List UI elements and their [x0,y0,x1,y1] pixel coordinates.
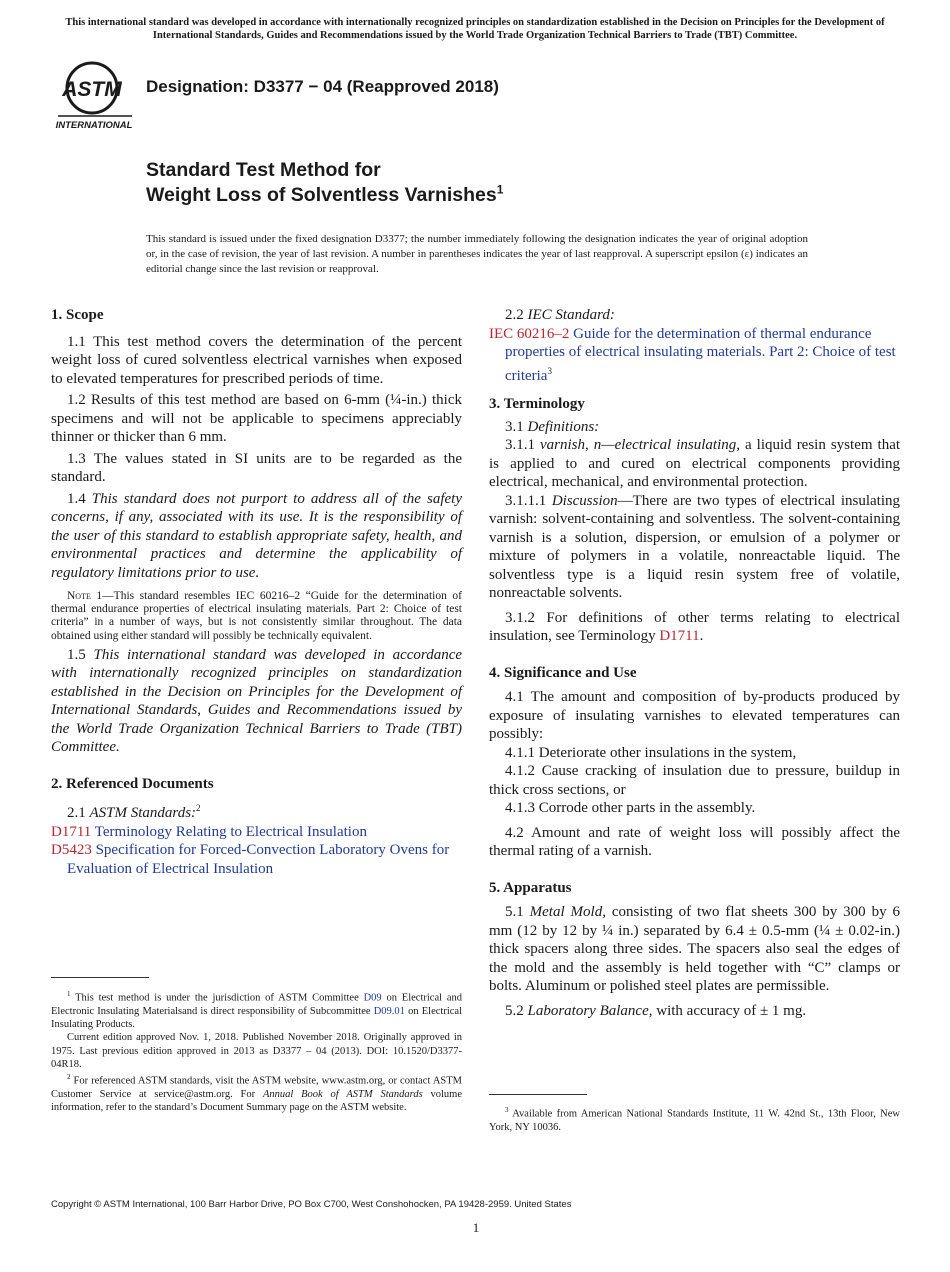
committee-link[interactable]: D09 [363,992,382,1004]
terminology-link[interactable]: D1711 [659,628,700,644]
logo-subtext: INTERNATIONAL [55,120,133,131]
left-column [51,306,462,878]
paragraph-4-1-1: 4.1.1 Deteriorate other insulations in the system, [505,744,797,761]
paragraph-3-1-number: 3.1 [505,418,528,435]
paragraph-5-2-text: with accuracy of ± 1 mg. [652,1002,807,1019]
logo-text: ASTM [62,78,122,101]
paragraph-3-1-2 [489,609,900,646]
paragraph-5-1-text: consisting of two flat sheets 300 by 300 by 6 mm (12 by 12 by ¼ in.) separated by 6.4 ± 0.5-mm (¼ ± 0.02-in.) thick spacers along three sides. The spacers also seal the edges of the mold and the assembly is held together with “C” clamps or bolts. Aluminum or polished steel plates are permissible. [489,904,900,994]
paragraph-2-2-text: IEC Standard: [527,307,615,323]
subcommittee-link[interactable]: D09.01 [373,1005,405,1017]
paragraph-4-2: 4.2 Amount and rate of weight loss will possibly affect the thermal rating of a varnish. [489,824,900,859]
paragraph-3-1-1-1-text: —There are two types of electrical insulating varnish: solvent-containing and solventless. The solvent-containing varnish is a solution, dispersion, or emulsion of a polymer or mixture of polymers in a volatile, nonreactable liquid. The solventless type is a liquid resin system free of volatile, nonreactable solvents. [489,492,901,601]
paragraph-1-5 [51,646,462,757]
copyright-notice: Copyright © ASTM International, 100 Barr Harbor Drive, PO Box C700, West Conshohocken, PA 19428-2959. United States [51,1199,572,1210]
footnote-2-text-b: volume information, refer to the standard’s Document Summary page on the ASTM website. [51,1089,462,1114]
footnote-1-text-a: This test method is under the jurisdiction of ASTM Committee [70,992,364,1004]
right-column [489,306,900,1020]
paragraph-1-4-text: This standard does not purport to address all of the safety concerns, if any, associated with its use. It is the responsibility of the user of this standard to establish appropriate safety, health, and environmental practices and determine the applicability of regulatory limitations prior to use. [51,490,462,581]
section-heading-apparatus: 5. Apparatus [489,879,572,896]
paragraph-3-1-2-text: 3.1.2 For definitions of other terms relating to electrical insulation, see Terminology [489,609,900,644]
paragraph-3-1-1-1 [489,492,900,603]
footnote-1-text-c: on Electrical Insulating Products. [51,1005,462,1031]
footnote-2-mark: 2 [67,1073,71,1082]
footnote-divider [51,977,149,978]
reference-title[interactable]: Guide for the determination of thermal endurance properties of electrical insulating materials. Part 2: Choice of test criteria [505,325,896,384]
section-heading-referenced-documents: 2. Referenced Documents [51,775,214,792]
title-line-2 [146,183,503,208]
apparatus-term: Metal Mold, [529,904,606,920]
paragraph-3-1-text: Definitions: [527,418,600,435]
section-heading-significance: 4. Significance and Use [489,664,637,681]
paragraph-1-3: 1.3 The values stated in SI units are to be regarded as the standard. [51,450,462,485]
reference-title[interactable]: Terminology Relating to Electrical Insulation [91,823,367,840]
section-heading-scope: 1. Scope [51,307,104,323]
note-label: Note [67,590,91,602]
note-1 [51,590,462,643]
paragraph-1-2: 1.2 Results of this test method are based on 6-mm (¼-in.) thick specimens and will not be applicable to specimens appreciably thinner or thicker than 6 mm. [51,392,462,445]
title-line-2-text: Weight Loss of Solventless Varnishes [146,184,497,206]
footnote-3-mark: 3 [505,1106,509,1114]
astm-logo-icon [54,60,134,132]
designation: Designation: D3377 − 04 (Reapproved 2018) [146,77,499,96]
astm-logo [54,60,134,132]
paragraph-3-1 [489,418,900,437]
reference-iec-60216-2[interactable] [489,325,900,386]
paragraph-3-1-1-text: a liquid resin system that is applied to and cured on electrical components providing electrical, mechanical, and environmental protection. [489,437,901,490]
title-line-1: Standard Test Method for [146,159,381,181]
reference-footnote-mark: 3 [547,365,552,376]
footnote-2-text-a: For referenced ASTM standards, visit the ASTM website, www.astm.org, or contact ASTM Customer Service at service@astm.org. For [51,1075,462,1101]
paragraph-5-2 [489,1002,900,1021]
reference-code[interactable]: IEC 60216–2 [489,325,570,342]
footnote-1 [51,988,462,1031]
paragraph-2-1-number: 2.1 [67,805,90,822]
apparatus-term: Laboratory Balance, [527,1002,653,1019]
paragraph-2-1-footnote-mark: 2 [196,803,201,814]
paragraph-1-5-text: This international standard was developed in accordance with internationally recognized principles on standardization established in the Decision on Principles for the Development of International Standards, Guides and Recommendations issued by the World Trade Organization Technical Barriers to Trade (TBT) Committee. [51,646,463,756]
paragraph-1-4-number: 1.4 [67,490,92,507]
issued-statement: This standard is issued under the fixed designation D3377; the number immediately following the designation indicates the year of original adoption or, in the case of revision, the year of last revision. A number in parentheses indicates the year of last reapproval. A superscript epsilon (ε) indicates an editorial change since the last revision or reapproval. [146,233,808,275]
paragraph-5-1-number: 5.1 [505,904,530,920]
paragraph-3-1-1-number: 3.1.1 [505,437,541,453]
discussion-label: Discussion [551,492,618,509]
page-number: 1 [472,1220,480,1235]
paragraph-3-1-1-1-number: 3.1.1.1 [505,492,552,509]
paragraph-5-1 [489,903,900,996]
paragraph-1-1: 1.1 This test method covers the determination of the percent weight loss of cured solventless electrical varnishes when exposed to elevated temperatures for prescribed periods of time. [51,333,462,387]
paragraph-4-1-3: 4.1.3 Corrode other parts in the assembly. [505,800,756,816]
paragraph-2-1 [51,799,462,823]
footnote-divider [489,1094,587,1095]
footnote-1-edition: Current edition approved Nov. 1, 2018. Published November 2018. Originally approved in 1975. Last previous edition approved in 2013 as D3377 – 04 (2013). DOI: 10.1520/D3377-04R18. [51,1032,462,1070]
paragraph-2-1-text: ASTM Standards: [89,805,197,822]
footnote-1-text-b: on Electrical and Electronic Insulating Materialsand is direct responsibility of Subcommittee [51,992,462,1017]
footnotes-right [489,1104,900,1134]
reference-d1711[interactable] [51,823,462,842]
reference-code[interactable]: D5423 [51,842,92,859]
paragraph-4-1: 4.1 The amount and composition of by-products produced by exposure of insulating varnishes to elevated temperatures can possibly: [489,689,900,742]
paragraph-3-1-2-end: . [699,628,704,644]
section-heading-terminology: 3. Terminology [489,396,585,412]
footnote-2-italic: Annual Book of ASTM Standards [262,1089,423,1101]
reference-d5423[interactable] [51,841,462,878]
footnote-1-mark: 1 [67,990,71,998]
paragraph-4-1-2: 4.1.2 Cause cracking of insulation due to pressure, buildup in thick cross sections, or [489,763,900,798]
document-title [146,158,503,208]
note-text: 1—This standard resembles IEC 60216–2 “Guide for the determination of thermal endurance properties of electrical insulating materials. Part 2: Choice of test criteria” in a number of ways, but is not consistently similar throughout. The data obtained using either standard will possibly be technically equivalent. [51,590,462,642]
footnote-2 [51,1071,462,1114]
paragraph-1-4 [51,490,462,583]
reference-title[interactable]: Specification for Forced-Convection Laboratory Ovens for Evaluation of Electrical Insulation [67,842,450,877]
footnote-3-text: Available from American National Standards Institute, 11 W. 42nd St., 13th Floor, New York, NY 10036. [489,1108,900,1133]
standard-notice: This international standard was developed in accordance with internationally recognized principles on standardization established in the Decision on Principles for the Development of International Standards, Guides and Recommendations issued by the World Trade Organization Technical Barriers to Trade (TBT) Committee. [65,17,885,41]
reference-code[interactable]: D1711 [51,823,92,840]
title-footnote-mark: 1 [496,182,504,197]
paragraph-3-1-1 [489,436,900,492]
paragraph-5-2-number: 5.2 [505,1002,528,1019]
paragraph-1-5-number: 1.5 [67,646,94,663]
defined-term: varnish, n—electrical insulating, [540,437,741,453]
footnote-3 [489,1104,900,1134]
paragraph-2-2 [489,306,900,325]
paragraph-2-2-number: 2.2 [505,307,528,323]
footnotes-left [51,988,462,1115]
